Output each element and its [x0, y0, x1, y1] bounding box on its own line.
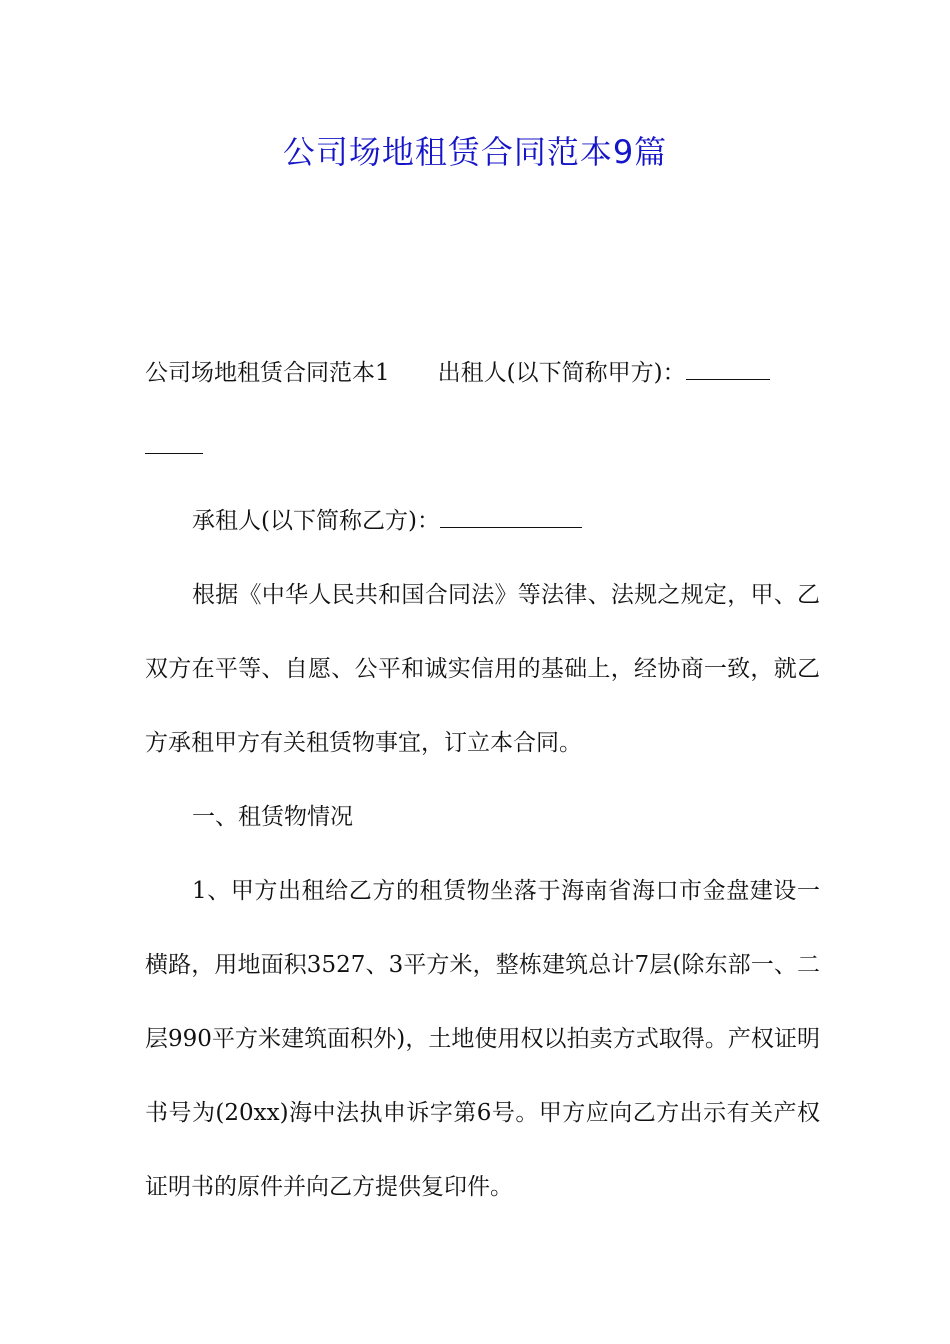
lessor-label: 出租人(以下简称甲方)： — [437, 360, 686, 386]
lessee-line — [145, 484, 820, 558]
document-title: 公司场地租赁合同范本9篇 — [282, 133, 668, 171]
lessor-blank — [686, 359, 770, 380]
document-body — [145, 336, 820, 1224]
lessee-blank — [440, 507, 582, 528]
preamble-paragraph: 根据《中华人民共和国合同法》等法律、法规之规定，甲、乙双方在平等、自愿、公平和诚实信用的基础上，经协商一致，就乙方承租甲方有关租赁物事宜，订立本合同。 — [145, 582, 820, 756]
lessor-line — [145, 336, 820, 484]
article-one-item-one: 1、甲方出租给乙方的租赁物坐落于海南省海口市金盘建设一横路，用地面积3527、3平方米，整栋建筑总计7层(除东部一、二层990平方米建筑面积外)，土地使用权以拍卖方式取得。产权证明书号为(20xx)海中法执申诉字第6号。甲方应向乙方出示有关产权证明书的原件并向乙方提供复印件。 — [145, 878, 820, 1200]
lessee-label: 承租人(以下简称乙方)： — [192, 508, 440, 534]
article-one-heading: 一、租赁物情况 — [192, 804, 353, 830]
section-heading: 公司场地租赁合同范本1 — [145, 360, 390, 386]
lessor-blank-continued — [145, 433, 203, 454]
